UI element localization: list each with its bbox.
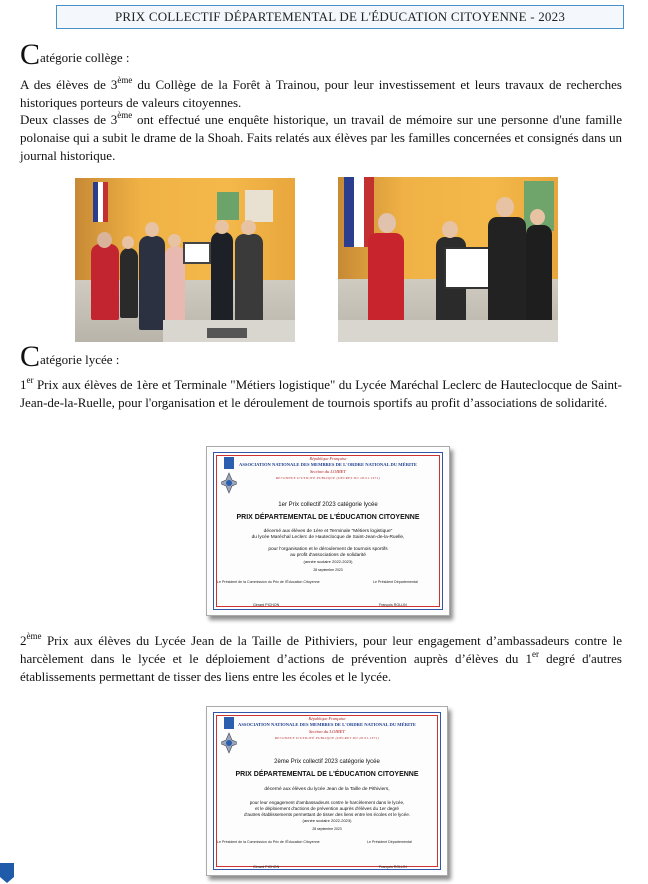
bookmark-icon xyxy=(0,863,16,883)
lycee-paragraph-1 xyxy=(20,376,622,412)
college-p2-text-b: ont effectué une enquête historique, un travail de mémoire sur une personne d'une famille polonaise qui a subit le drame de la Shoah. Faits relatés aux élèves par les familles concernées et consignés dans un journal historique. xyxy=(20,112,623,163)
diploma-line-4: au profit d'associations de solidarité xyxy=(290,553,366,558)
diploma-line-1: décerné aux élèves du lycée Jean de la Taille de Pithiviers, xyxy=(264,787,390,792)
diploma-republique: République Française xyxy=(309,456,347,461)
diploma-prize-title: 1er Prix collectif 2023 catégorie lycée xyxy=(278,502,378,508)
diploma-line-5: (année scolaire 2022-2023) xyxy=(302,818,352,823)
diploma-signature-left-title: Le Président de la Commission du Prix de l'Éducation Citoyenne xyxy=(217,580,320,584)
college-p1-text-b: du Collège de la Forêt à Trainou, pour leur investissement et leurs travaux de recherches historiques porteurs de valeurs citoyennes. xyxy=(20,77,622,110)
college-paragraph-1 xyxy=(20,76,622,112)
diploma-title: PRIX DÉPARTEMENTAL DE L'ÉDUCATION CITOYENNE xyxy=(236,514,420,521)
college-dropcap: C xyxy=(20,38,41,71)
diploma-2nd-prize xyxy=(206,706,448,876)
diploma-reconnue: RECONNUE D'UTILITÉ PUBLIQUE (DÉCRET DU 28.01.1971) xyxy=(275,476,381,480)
college-p1-text-a: A des élèves de 3 xyxy=(20,77,118,92)
college-heading xyxy=(20,38,130,71)
diploma-1st-prize xyxy=(206,446,450,616)
page-header: PRIX COLLECTIF DÉPARTEMENTAL DE L'ÉDUCATION CITOYENNE - 2023 xyxy=(56,5,624,29)
diploma-signature-left-name: Gérard PICHON xyxy=(253,603,280,607)
diploma-line-1: décerné aux élèves de 1ère et Terminale "Métiers logistique" xyxy=(263,529,393,534)
college-heading-text: atégorie collège : xyxy=(40,50,130,65)
diploma-signature-right-title: Le Président Départemental xyxy=(367,840,412,844)
diploma-signature-right-title: Le Président Départemental xyxy=(373,580,418,584)
lycee-heading xyxy=(20,340,120,373)
lycee-p2-text-c: degré d'autres établissements permettant de tisser des liens entre les écoles et le lycée. xyxy=(20,651,622,684)
lycee-p1-sup: er xyxy=(26,375,34,385)
diploma-prize-title: 2ème Prix collectif 2023 catégorie lycée xyxy=(274,759,380,765)
diploma-line-2: du lycée Maréchal Leclerc de Hauteclocque de Saint-Jean-de-la-Ruelle, xyxy=(251,535,405,540)
diploma-line-3: pour l'organisation et le déroulement de tournois sportifs xyxy=(268,547,388,552)
diploma-republique: République Française xyxy=(308,716,346,721)
diploma-association: ASSOCIATION NATIONALE DES MEMBRES DE L'ORDRE NATIONAL DU MÉRITE xyxy=(238,722,416,727)
diploma-section: Section du LOIRET xyxy=(310,469,346,474)
college-p2-sup: ème xyxy=(117,110,133,120)
diploma-line-2: pour leur engagement d'ambassadeurs contre le harcèlement dans le lycée, xyxy=(249,800,405,805)
lycee-dropcap: C xyxy=(20,340,41,373)
diploma-signature-right-name: François ROLLIN xyxy=(379,603,407,607)
diploma-date: 28 septembre 2023 xyxy=(312,827,342,831)
college-paragraph-2 xyxy=(20,111,622,165)
diploma-signature-left-name: Gérard PICHON xyxy=(253,865,280,869)
diploma-signature-right-name: François ROLLIN xyxy=(379,865,407,869)
lycee-p2-text-b: Prix aux élèves du Lycée Jean de la Taille de Pithiviers, pour leur engagement d’ambassadeurs contre le harcèlement dans le lycée et le déploiement d’actions de prévention auprès d’élèves du 1 xyxy=(20,633,622,666)
lycee-p1-text-b: Prix aux élèves de 1ère et Terminale "Métiers logistique" du Lycée Maréchal Leclerc de Hauteclocque de Saint-Jean-de-la-Ruelle, pour l'organisation et le déroulement de tournois sportifs au profit d’associations de solidarité. xyxy=(20,377,622,410)
diploma-date: 28 septembre 2023 xyxy=(313,568,343,572)
lycee-heading-text: atégorie lycée : xyxy=(40,352,120,367)
college-p1-sup: ème xyxy=(117,75,133,85)
diploma-reconnue: RECONNUE D'UTILITÉ PUBLIQUE (DÉCRET DU 28.01.1971) xyxy=(274,736,380,740)
photo-college-ceremony-1 xyxy=(75,178,295,342)
lycee-p2-text-a: 2 xyxy=(20,633,27,648)
diploma-line-4: d'autres établissements permettant de tisser des liens entre les écoles et le lycée. xyxy=(243,812,411,817)
diploma-section: Section du LOIRET xyxy=(309,729,345,734)
diploma-title: PRIX DÉPARTEMENTAL DE L'ÉDUCATION CITOYENNE xyxy=(235,771,419,778)
diploma-line-3: et le déploiement d'actions de prévention auprès d'élèves du 1er degré xyxy=(254,806,399,811)
college-p2-text-a: Deux classes de 3 xyxy=(20,112,118,127)
flag-icon xyxy=(93,182,109,222)
diploma-line-5: (année scolaire 2022-2023) xyxy=(303,559,353,564)
lycee-p2-sup-2: er xyxy=(532,649,539,659)
lycee-p1-text-a: 1 xyxy=(20,377,27,392)
photo-college-ceremony-2 xyxy=(338,177,558,342)
lycee-p2-sup: ème xyxy=(26,631,42,641)
lycee-paragraph-2 xyxy=(20,632,622,686)
diploma-association: ASSOCIATION NATIONALE DES MEMBRES DE L'ORDRE NATIONAL DU MÉRITE xyxy=(239,462,417,467)
diploma-signature-left-title: Le Président de la Commission du Prix de l'Éducation Citoyenne xyxy=(217,840,320,844)
